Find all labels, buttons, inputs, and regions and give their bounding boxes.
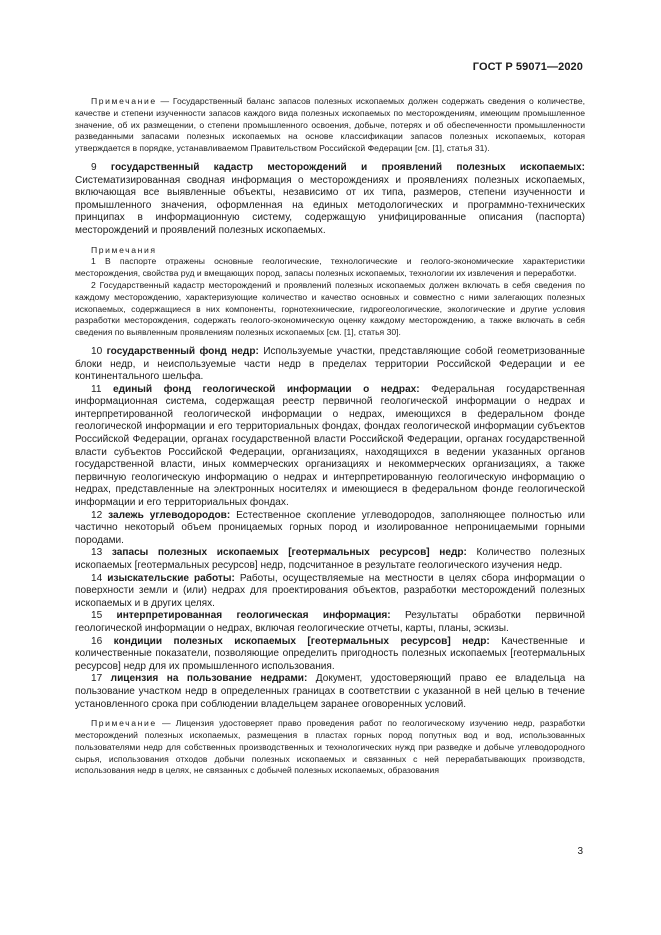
note-item-2: 2 Государственный кадастр месторождений и проявлений полезных ископаемых должен включать в себя сведения по каждому месторождению, характеризующие количество и качество основных и совместно с ними залегающих полезных ископаемых, содержащиеся в них компоненты, горнотехнические, гидрогеологические, экологические и другие условия разработки месторождения, содержать геолого-экономическую оценку каждому месторождению, а также включать в себя сведения по выявленным проявлениям полезных ископаемых [см. [1], статья 30]. [75, 279, 585, 338]
term-number: 13 [91, 547, 112, 559]
term-definition: Естественное скопление углеводородов, заполняющее полностью или частично некоторый объем проницаемых горных пород и изолированное непроницаемыми горными породами. [75, 509, 585, 546]
note-dash: — [156, 96, 173, 106]
term-name: запасы полезных ископаемых [геотермальных ресурсов] недр: [111, 547, 467, 559]
term-definition: Количество полезных ископаемых [геотермальных ресурсов] недр, подсчитанное в результате геологического изучения недр. [75, 547, 585, 572]
term-entry-16 [75, 636, 585, 674]
note-label: Примечание [91, 96, 157, 106]
term-definition: Результаты обработки первичной геологической информации о недрах, включая геологические отчеты, карты, планы, эскизы. [75, 610, 585, 634]
term-definition: Работы, осуществляемые на местности в целях сбора информации о поверхности земли и (или) недрах для проектирования объектов, разработки месторождений полезных ископаемых и в других целях. [75, 572, 585, 609]
note-text: Государственный баланс запасов полезных ископаемых должен содержать сведения о количестве, качестве и степени изученности запасов каждого вида полезных ископаемых по месторождениям, имеющим промышленное значение, об их размещении, о степени промышленного освоения, добыче, потерях и об обеспеченности промышленности разведанными запасами полезных ископаемых на основе классификации запасов полезных ископаемых, которая утверждается в порядке, устанавливаемом Правительством Российской Федерации [см. [1], статья 31). [75, 96, 585, 154]
note-item-1: 1 В паспорте отражены основные геологические, технологические и геолого-экономические характеристики месторождения, свойства руд и вмещающих пород, запасы полезных ископаемых, технологии их извлечения и переработки. [75, 256, 585, 279]
term-number: 14 [91, 572, 108, 584]
notes-heading: Примечания [91, 244, 157, 255]
term-number: 16 [91, 635, 114, 647]
term-entry-11 [75, 384, 585, 510]
document-body [75, 96, 585, 777]
term-name: государственный фонд недр: [106, 345, 259, 357]
term-entry-13 [75, 547, 585, 572]
term-number: 15 [91, 610, 117, 622]
term-name: интерпретированная геологическая информация: [116, 610, 391, 622]
term-name: единый фонд геологической информации о недрах: [112, 383, 420, 395]
term-number: 17 [91, 673, 111, 685]
term-entry-15 [75, 610, 585, 635]
note-paragraph [75, 718, 585, 777]
term-name: изыскательские работы: [107, 572, 235, 584]
term-entry-9 [75, 162, 585, 238]
term-number: 11 [91, 383, 113, 395]
term-name: залежь углеводородов: [108, 509, 231, 521]
page-number: 3 [577, 846, 583, 857]
term-definition: Федеральная государственная информационная система, содержащая реестр первичной геологической информации о недрах и интерпретированной геологической информации о недрах, имеющихся в федеральном фонде геологической информации и его территориальных фондах, фондах геологической информации субъектов Российской Федерации, органах государственной власти Российской Федерации, органах государственной власти субъектов Российской Федерации, организациях, находящихся в ведении указанных органов государственной власти, иных коммерческих организациях и некоммерческих организациях, а также первичную геологическую информацию о недрах и интерпретированную геологическую информацию о недрах, представленные на электронных носителях и имеющиеся в федеральном фонде геологической информации и его территориальных фондах. [75, 383, 585, 509]
term-definition: Качественные и количественные показатели, позволяющие определить пригодность полезных ископаемых [геотермальных ресурсов] недр для их промышленного использования. [75, 635, 585, 672]
term-number: 9 [91, 161, 111, 173]
term-entry-12 [75, 510, 585, 548]
term-name: государственный кадастр месторождений и проявлений полезных ископаемых: [110, 161, 586, 173]
term-number: 10 [91, 345, 107, 357]
term-definition: Документ, удостоверяющий право ее владельца на пользование участком недр в определенных границах в соответствии с указанной в ней целью в течение установленного срока при соблюдении владельцем заранее оговоренных условий. [75, 673, 586, 710]
document-id: ГОСТ Р 59071—2020 [472, 61, 583, 73]
term-entry-17 [75, 673, 585, 711]
note-label: Примечание [91, 718, 157, 729]
term-name: кондиции полезных ископаемых [геотермальных ресурсов] недр: [113, 635, 490, 647]
term-entry-14 [75, 573, 585, 611]
term-definition: Систематизированная сводная информация о месторождениях и проявлениях полезных ископаемых, включающая все выявленные объекты, независимо от их типа, размеров, степени изученности и промышленного значения, оформленная на единых методологических и программно-технических принципах в информационную систему, содержащую унифицированные описания (паспорта) месторождений и проявлений полезных ископаемых. [75, 174, 585, 236]
term-number: 12 [91, 509, 109, 521]
term-name: лицензия на пользование недрами: [110, 673, 308, 685]
note-dash: — [156, 718, 176, 729]
note-text: Лицензия удостоверяет право проведения работ по геологическому изучению недр, разработки месторождений полезных ископаемых, размещения в пластах горных пород попутных вод и вод, использованных пользователями недр для собственных производственных и технологических нужд при разведке и добыче углеводородного сырья, использования отходов добычи полезных ископаемых и связанных с ней перерабатывающих производств, использования недр в целях, не связанных с добычей полезных ископаемых, образования [75, 718, 586, 776]
term-entry-10 [75, 346, 585, 384]
term-definition: Используемые участки, представляющие собой геометризованные блоки недр, и неиспользуемые части недр в пределах территории Российской Федерации и ее континентального шельфа. [75, 345, 585, 383]
note-paragraph [75, 96, 585, 155]
